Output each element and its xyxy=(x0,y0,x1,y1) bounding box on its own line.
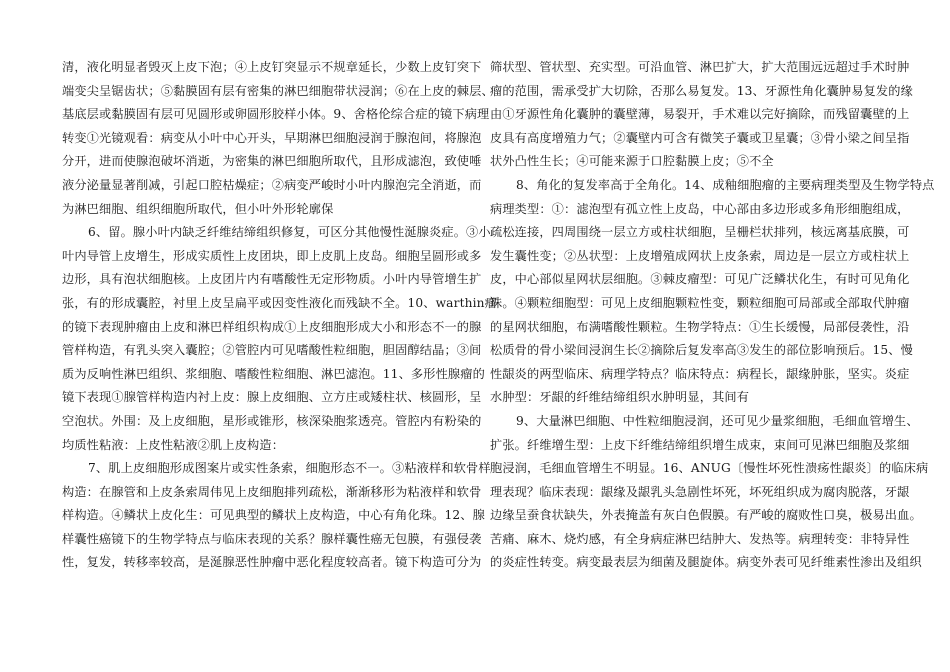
text-line: 理表现？临床表现：龈缘及龈乳头急剧性坏死，坏死组织成为腐肉脱落，牙龈 xyxy=(490,484,910,499)
text-line: 样构造。④鳞状上皮化生：可见典型的鳞状上皮构造，中心有角化珠。12、腺 xyxy=(62,508,485,523)
text-line: 镜下表现①腺管样构造内衬上皮：腺上皮细胞、立方庄或矮柱状、核圆形，呈 xyxy=(62,390,482,405)
text-line: 的星网状细胞，布满嗜酸性颗粒。生物学特点：①生长缓慢，局部侵袭性，沿 xyxy=(490,319,910,334)
text-line: 边缘呈蚕食状缺失，外表掩盖有灰白色假膜。有严峻的腐败性口臭，极易出血。 xyxy=(490,508,922,523)
text-line: 空泡状。外围：及上皮细胞，星形或锥形，核深染胞浆透亮。管腔内有粉染的 xyxy=(62,413,482,428)
text-line: 均质性粘液：上皮性粘液②肌上皮构造： xyxy=(62,437,285,452)
text-line: 性，复发，转移率较高，是涎腺恶性肿瘤中恶化程度较高者。镜下构造可分为 xyxy=(62,555,482,570)
text-line: 端变尖呈锯齿状；⑤黏膜固有层有密集的淋巴细胞带状浸润；⑥在上皮的棘层、 xyxy=(62,83,494,98)
text-line: 质为反响性淋巴组织、浆细胞、嗜酸性粒细胞、淋巴滤泡。11、多形性腺瘤的 xyxy=(62,366,485,381)
text-line: 管样构造，有乳头突入囊腔；②管腔内可见嗜酸性粒细胞，胆固醇结晶；③间 xyxy=(62,343,482,358)
text-line: 分开，进而使腺泡破坏消逝，为密集的淋巴细胞所取代，且形成滤泡，致使唾 xyxy=(62,154,482,169)
text-line: 状外凸性生长；④可能来源于口腔黏膜上皮；⑤不全 xyxy=(490,154,774,169)
text-line: 胞浸润，毛细血管增生不明显。16、ANUG〔慢性坏死性溃疡性龈炎〕的临床病 xyxy=(490,461,929,476)
text-line: 的炎症性转变。病变最表层为细菌及腿旋体。病变外表可见纤维素性渗出及组织 xyxy=(490,555,922,570)
text-line: 水肿型：牙龈的纤维结缔组织水肿明显，其间有 xyxy=(490,390,750,405)
text-line: 由①牙源性角化囊肿的囊壁薄，易裂开，手术难以完好摘除，而残留囊壁的上 xyxy=(490,107,910,122)
text-line: 构造：在腺管和上皮条索周伟见上皮细胞排列疏松，渐渐移形为粘液样和软骨 xyxy=(62,484,482,499)
text-line: 筛状型、管状型、充实型。可沿血管、淋巴扩大，扩大范围远远超过手术时肿 xyxy=(490,60,910,74)
text-line: 9、大量淋巴细胞、中性粒细胞浸润，还可见少量浆细胞，毛细血管增生、 xyxy=(516,413,919,428)
text-line: 珠。④颗粒细胞型：可见上皮细胞颗粒性变，颗粒细胞可局部或全部取代肿瘤 xyxy=(490,295,910,310)
text-line: 皮具有高度增殖力气；②囊壁内可含有微笑子囊或卫星囊；③骨小梁之间呈指 xyxy=(490,130,910,145)
text-line: 边形，具有泡状细胞核。上皮团片内有嗜酸性无定形物质。小叶内导管增生扩 xyxy=(62,272,482,287)
text-line: 液分泌量显著削减，引起口腔枯燥症；②病变严峻时小叶内腺泡完全消逝，而 xyxy=(62,177,482,192)
right-column xyxy=(490,56,935,575)
text-line: 疏松连接，四周围绕一层立方或柱状细胞，呈栅栏状排列，核远离基底膜，可 xyxy=(490,225,910,240)
text-line: 的镜下表现肿瘤由上皮和淋巴样组织构成①上皮细胞形成大小和形态不一的腺 xyxy=(62,319,482,334)
text-line: 松质骨的骨小梁间浸润生长②摘除后复发率高③发生的部位影响预后。15、慢 xyxy=(490,343,913,358)
text-line: 扩张。纤维增生型：上皮下纤维结缔组织增生成束，束间可见淋巴细胞及浆细 xyxy=(490,437,910,452)
text-line: 性龈炎的两型临床、病理学特点？临床特点：病程长，龈缘肿胀，坚实。炎症 xyxy=(490,366,910,381)
text-line: 叶内导管上皮增生，形成实质性上皮团块，即上皮肌上皮岛。细胞呈圆形或多 xyxy=(62,248,482,263)
text-line: 6、留。腺小叶内缺乏纤维结缔组织修复，可区分其他慢性涎腺炎症。③小 xyxy=(88,225,491,240)
text-line: 为淋巴细胞、组织细胞所取代，但小叶外形轮廓保 xyxy=(62,201,334,216)
text-line: 瘤的范围，需承受扩大切除，否那么易复发。13、牙源性角化囊肿易复发的缘 xyxy=(490,83,913,98)
text-line: 7、肌上皮细胞形成图案片或实性条索，细胞形态不一。③粘液样和软骨样 xyxy=(88,461,491,476)
text-line: 皮，中心部似星网状层细胞。③棘皮瘤型：可见广泛鳞状化生，有时可见角化 xyxy=(490,272,910,287)
text-line: 发生囊性变；②丛状型：上皮增殖成网状上皮条索，周边是一层立方或柱状上 xyxy=(490,248,910,263)
text-line: 清，液化明显者毁灭上皮下泡；④上皮钉突显示不规章延长，少数上皮钉突下 xyxy=(62,60,482,74)
text-line: 8、角化的复发率高于全角化。14、成釉细胞瘤的主要病理类型及生物学特点 xyxy=(516,177,935,192)
text-line: 张，有的形成囊腔，衬里上皮呈扁平或因变性液化而残缺不全。10、warthin瘤 xyxy=(62,295,498,310)
text-line: 转变①光镜观看：病变从小叶中心开头，早期淋巴细胞浸润于腺泡间，将腺泡 xyxy=(62,130,482,145)
text-line: 病理类型：①：滤泡型有孤立性上皮岛，中心部由多边形或多角形细胞组成， xyxy=(490,201,910,216)
text-line: 基底层或黏膜固有层可见圆形或卵圆形胶样小体。9、舍格伦综合症的镜下病理 xyxy=(62,107,490,122)
left-column xyxy=(62,56,498,575)
text-line: 样囊性癌镜下的生物学特点与临床表现的关系？腺样囊性癌无包膜，有强侵袭 xyxy=(62,531,482,546)
text-line: 苦痛、麻木、烧灼感，有全身病症淋巴结肿大、发热等。病理转变：非特异性 xyxy=(490,531,910,546)
